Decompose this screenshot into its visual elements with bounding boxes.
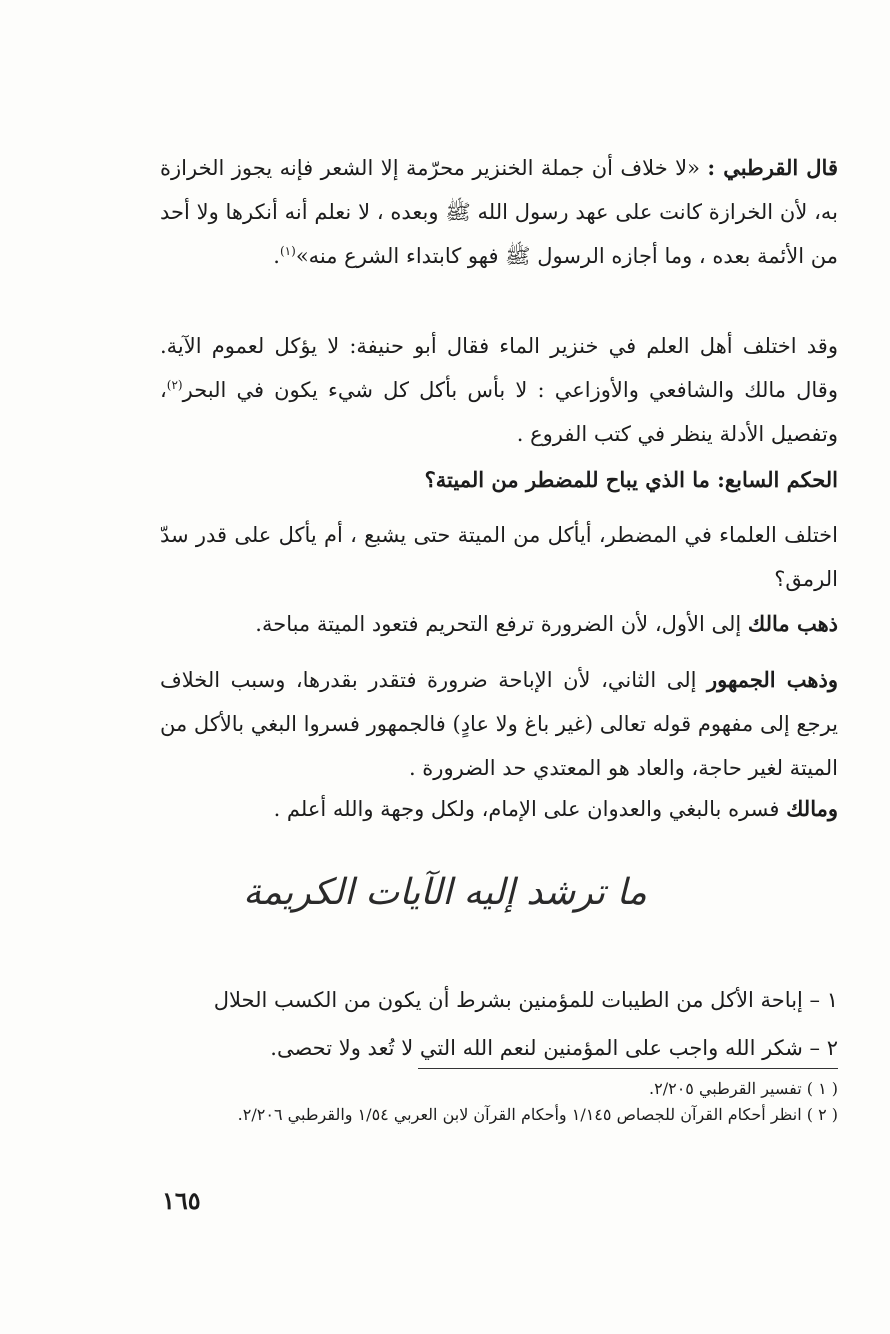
section-heading-calligraphy: ما ترشد إليه الآيات الكريمة: [243, 872, 647, 913]
paragraph-qurtubi-quote: [160, 146, 838, 278]
guidance-list: [160, 976, 838, 1072]
rule-seven-heading: الحكم السابع: ما الذي يباح للمضطر من الميتة؟: [424, 467, 838, 492]
paragraph-text-end: ، وتفصيل الأدلة ينظر في كتب الفروع .: [160, 378, 838, 446]
list-item: ١ – إباحة الأكل من الطيبات للمؤمنين بشرط أن يكون من الكسب الحلال: [213, 988, 838, 1012]
footnote-1: ( ١ ) تفسير القرطبي ٢/٢٠٥.: [649, 1079, 838, 1098]
majority-label: وذهب الجمهور: [707, 667, 838, 692]
paragraph-text: فسره بالبغي والعدوان على الإمام، ولكل وجهة والله أعلم .: [273, 797, 787, 821]
footnote-2: ( ٢ ) انظر أحكام القرآن للجصاص ١/١٤٥ وأحكام القرآن لابن العربي ١/٥٤ والقرطبي ٢/٢٠٦.: [237, 1105, 838, 1124]
page-number: ١٦٥: [162, 1186, 201, 1215]
quote-text: «لا خلاف أن جملة الخنزير محرّمة إلا الشعر فإنه يجوز الخرازة به، لأن الخرازة كانت على عهد رسول الله ﷺ وبعده ، لا نعلم أنه أنكرها ولا أحد من الأئمة بعده ، وما أجازه الرسول ﷺ فهو كابتداء الشرع منه»: [160, 156, 838, 268]
paragraph-water-pig: [160, 324, 838, 456]
paragraph-malik-opinion: [160, 602, 838, 646]
paragraph-scholars-differ: اختلف العلماء في المضطر، أيأكل من الميتة حتى يشبع ، أم يأكل على قدر سدّ الرمق؟: [160, 523, 838, 591]
sentence-end: .: [273, 244, 280, 268]
paragraph-text: إلى الثاني، لأن الإباحة ضرورة فتقدر بقدرها، وسبب الخلاف يرجع إلى مفهوم قوله تعالى (غير باغ ولا عادٍ) فالجمهور فسروا البغي بالأكل من الميتة لغير حاجة، والعاد هو المعتدي حد الضرورة .: [160, 668, 838, 780]
paragraph-text: إلى الأول، لأن الضرورة ترفع التحريم فتعود الميتة مباحة.: [255, 612, 748, 636]
malik-label-2: ومالك: [786, 796, 838, 821]
footnote-ref-2: (٢): [166, 378, 183, 392]
speaker-label: قال القرطبي :: [707, 155, 838, 180]
paragraph-text: وقد اختلف أهل العلم في خنزير الماء فقال أبو حنيفة: لا يؤكل لعموم الآية. وقال مالك والشافعي والأوزاعي : لا بأس بأكل كل شيء يكون في البحر: [160, 334, 838, 402]
list-item: ٢ – شكر الله واجب على المؤمنين لنعم الله التي لا تُعد ولا تحصى.: [270, 1036, 838, 1060]
footnotes: [160, 1076, 838, 1128]
footnote-divider: [418, 1068, 838, 1069]
malik-label: ذهب مالك: [747, 611, 838, 636]
paragraph-malik-explanation: [160, 787, 838, 831]
footnote-ref-1: (١): [279, 244, 296, 258]
paragraph-majority-opinion: [160, 658, 838, 790]
